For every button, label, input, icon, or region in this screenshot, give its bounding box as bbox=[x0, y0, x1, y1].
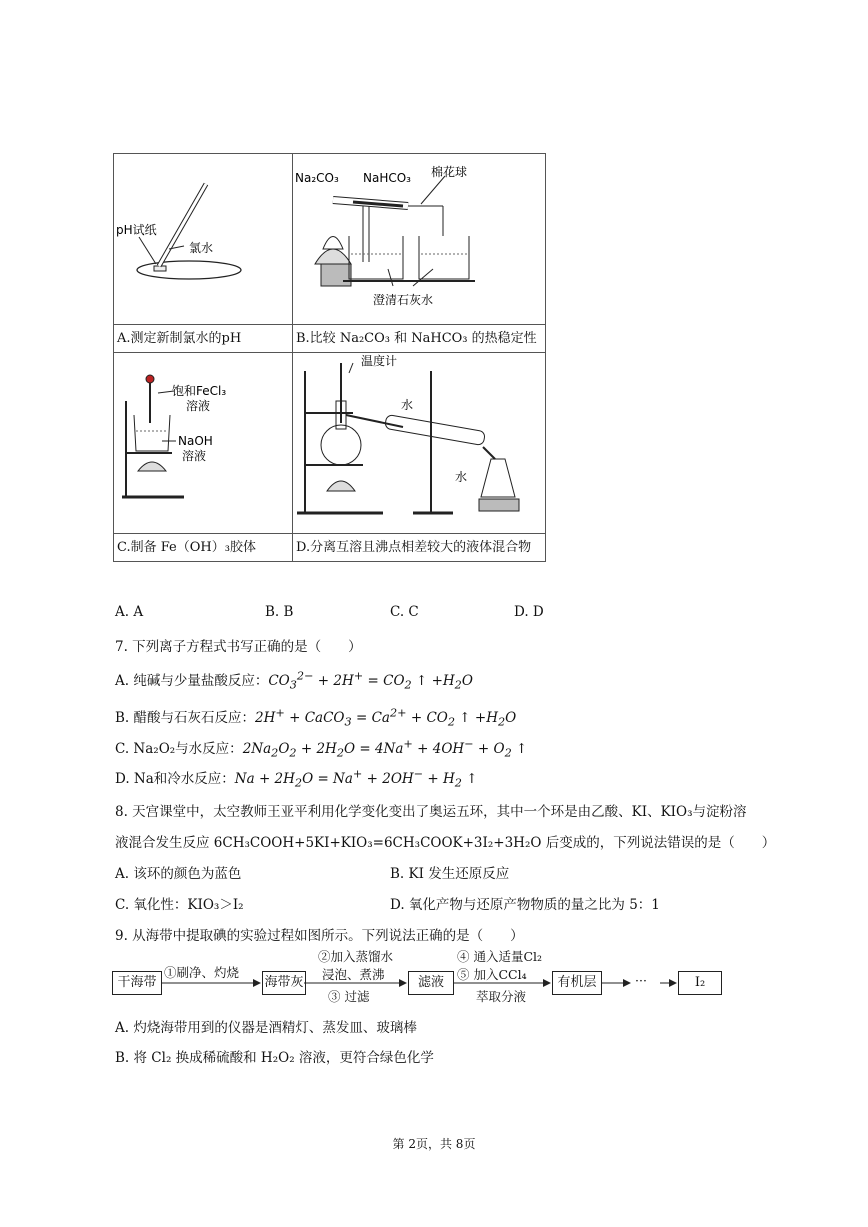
q7-c-equation: $2Na_2O_2 + 2H_2O = 4Na^+ + 4OH^- + O_2$ ↑ bbox=[242, 737, 528, 760]
flow-step-2a: ②加入蒸馏水 bbox=[318, 949, 394, 964]
flow-step-2b: 浸泡、煮沸 bbox=[322, 967, 385, 982]
q7-option-c bbox=[115, 737, 527, 760]
water-in-label: 水 bbox=[401, 398, 414, 412]
flow-dots: ··· bbox=[635, 973, 647, 988]
q6-option-a: A. A bbox=[115, 604, 144, 620]
cotton-ball-label: 棉花球 bbox=[431, 165, 468, 179]
q8-option-d: D. 氧化产物与还原产物物质的量之比为 5：1 bbox=[390, 897, 660, 913]
experiment-c-caption: C.制备 Fe（OH）₃胶体 bbox=[114, 533, 292, 561]
q9-option-b: B. 将 Cl₂ 换成稀硫酸和 H₂O₂ 溶液，更符合绿色化学 bbox=[115, 1050, 434, 1066]
q7-b-equation: 2H+ + CaCO$_3$ = $Ca^{2+} + CO_2$ ↑ $+H_2O$ bbox=[255, 706, 517, 729]
experiment-b-caption: B.比较 Na₂CO₃ 和 NaHCO₃ 的热稳定性 bbox=[293, 324, 545, 352]
naoh-solution-label: 溶液 bbox=[182, 449, 207, 463]
ph-paper-label: pH试纸 bbox=[116, 223, 157, 237]
ph-test-illustration bbox=[114, 154, 292, 324]
q8-stem-line2: 液混合发生反应 6CH₃COOH+5KI+KIO₃=6CH₃COOK+3I₂+3H₂O 后变成的，下列说法错误的是（ ） bbox=[115, 835, 776, 851]
q7-option-b bbox=[115, 706, 516, 729]
flow-step-4: ④ 通入适量Cl₂ bbox=[457, 949, 543, 964]
q7-c-text: C. Na₂O₂与水反应： bbox=[115, 741, 243, 757]
fecl3-label: 饱和FeCl₃ bbox=[172, 384, 227, 398]
experiment-d-cell bbox=[293, 353, 546, 562]
na2co3-label: Na₂CO₃ bbox=[295, 171, 339, 185]
q8-option-a: A. 该环的颜色为蓝色 bbox=[115, 866, 242, 882]
flow-box-organic-layer: 有机层 bbox=[552, 971, 602, 995]
experiment-a-figure bbox=[114, 154, 292, 324]
experiment-b-cell bbox=[293, 154, 546, 353]
q6-option-b: B. B bbox=[265, 604, 294, 620]
page-footer: 第 2页，共 8页 bbox=[392, 1137, 476, 1151]
limewater-label: 澄清石灰水 bbox=[373, 293, 434, 307]
experiment-c-figure bbox=[114, 353, 292, 533]
q6-option-d: D. D bbox=[514, 604, 544, 620]
experiment-a-cell bbox=[114, 154, 293, 353]
q8-option-c: C. 氧化性：KIO₃＞I₂ bbox=[115, 897, 244, 913]
flow-box-dry-kelp: 干海带 bbox=[112, 971, 162, 995]
iodine-flowchart bbox=[112, 945, 722, 1005]
q8-option-b: B. KI 发生还原反应 bbox=[390, 866, 510, 882]
nahco3-label: NaHCO₃ bbox=[363, 171, 411, 185]
q9-option-a: A. 灼烧海带用到的仪器是酒精灯、蒸发皿、玻璃棒 bbox=[115, 1020, 417, 1036]
flow-step-3: ③ 过滤 bbox=[328, 989, 370, 1004]
distillation-illustration bbox=[293, 353, 545, 533]
chlorine-water-label: 氯水 bbox=[189, 241, 214, 255]
fecl3-solution-label: 溶液 bbox=[186, 399, 211, 413]
colloid-prep-illustration bbox=[114, 353, 292, 533]
flow-box-iodine: I₂ bbox=[678, 971, 722, 995]
q7-b-text: B. 醋酸与石灰石反应： bbox=[115, 710, 256, 726]
q7-option-d bbox=[115, 767, 478, 790]
flow-step-5: ⑤ 加入CCl₄ bbox=[457, 967, 527, 982]
thermal-stability-illustration bbox=[293, 154, 545, 324]
flow-step-6: 萃取分液 bbox=[476, 989, 527, 1004]
naoh-label: NaOH bbox=[178, 434, 213, 448]
q9-stem: 9. 从海带中提取碘的实验过程如图所示。下列说法正确的是（ ） bbox=[115, 928, 524, 944]
q7-d-equation: $Na + 2H_2O = Na^+ + 2OH^- + H_2$ ↑ bbox=[234, 767, 478, 790]
q7-a-text: A. 纯碱与少量盐酸反应： bbox=[115, 673, 269, 689]
flow-box-filtrate: 滤液 bbox=[408, 971, 454, 995]
q7-d-text: D. Na和冷水反应： bbox=[115, 771, 235, 787]
flow-step-1: ①刷净、灼烧 bbox=[164, 965, 240, 980]
water-out-label: 水 bbox=[455, 470, 468, 484]
q7-a-equation: $CO_3^{2-} + 2H^+ = CO_2$ ↑ $+H_2O$ bbox=[268, 669, 473, 692]
experiment-table bbox=[113, 153, 546, 562]
q7-option-a bbox=[115, 669, 473, 692]
experiment-b-figure bbox=[293, 154, 545, 324]
experiment-d-figure bbox=[293, 353, 545, 533]
q6-option-c: C. C bbox=[390, 604, 419, 620]
flow-box-kelp-ash: 海带灰 bbox=[262, 971, 306, 995]
q8-stem-line1: 8. 天宫课堂中，太空教师王亚平利用化学变化变出了奥运五环，其中一个环是由乙酸、KI、KIO₃与淀粉溶 bbox=[115, 804, 747, 820]
experiment-d-caption: D.分离互溶且沸点相差较大的液体混合物 bbox=[293, 533, 545, 561]
experiment-a-caption: A.测定新制氯水的pH bbox=[114, 324, 292, 352]
experiment-c-cell bbox=[114, 353, 293, 562]
q7-stem: 7. 下列离子方程式书写正确的是（ ） bbox=[115, 639, 362, 655]
thermometer-label: 温度计 bbox=[361, 354, 398, 368]
